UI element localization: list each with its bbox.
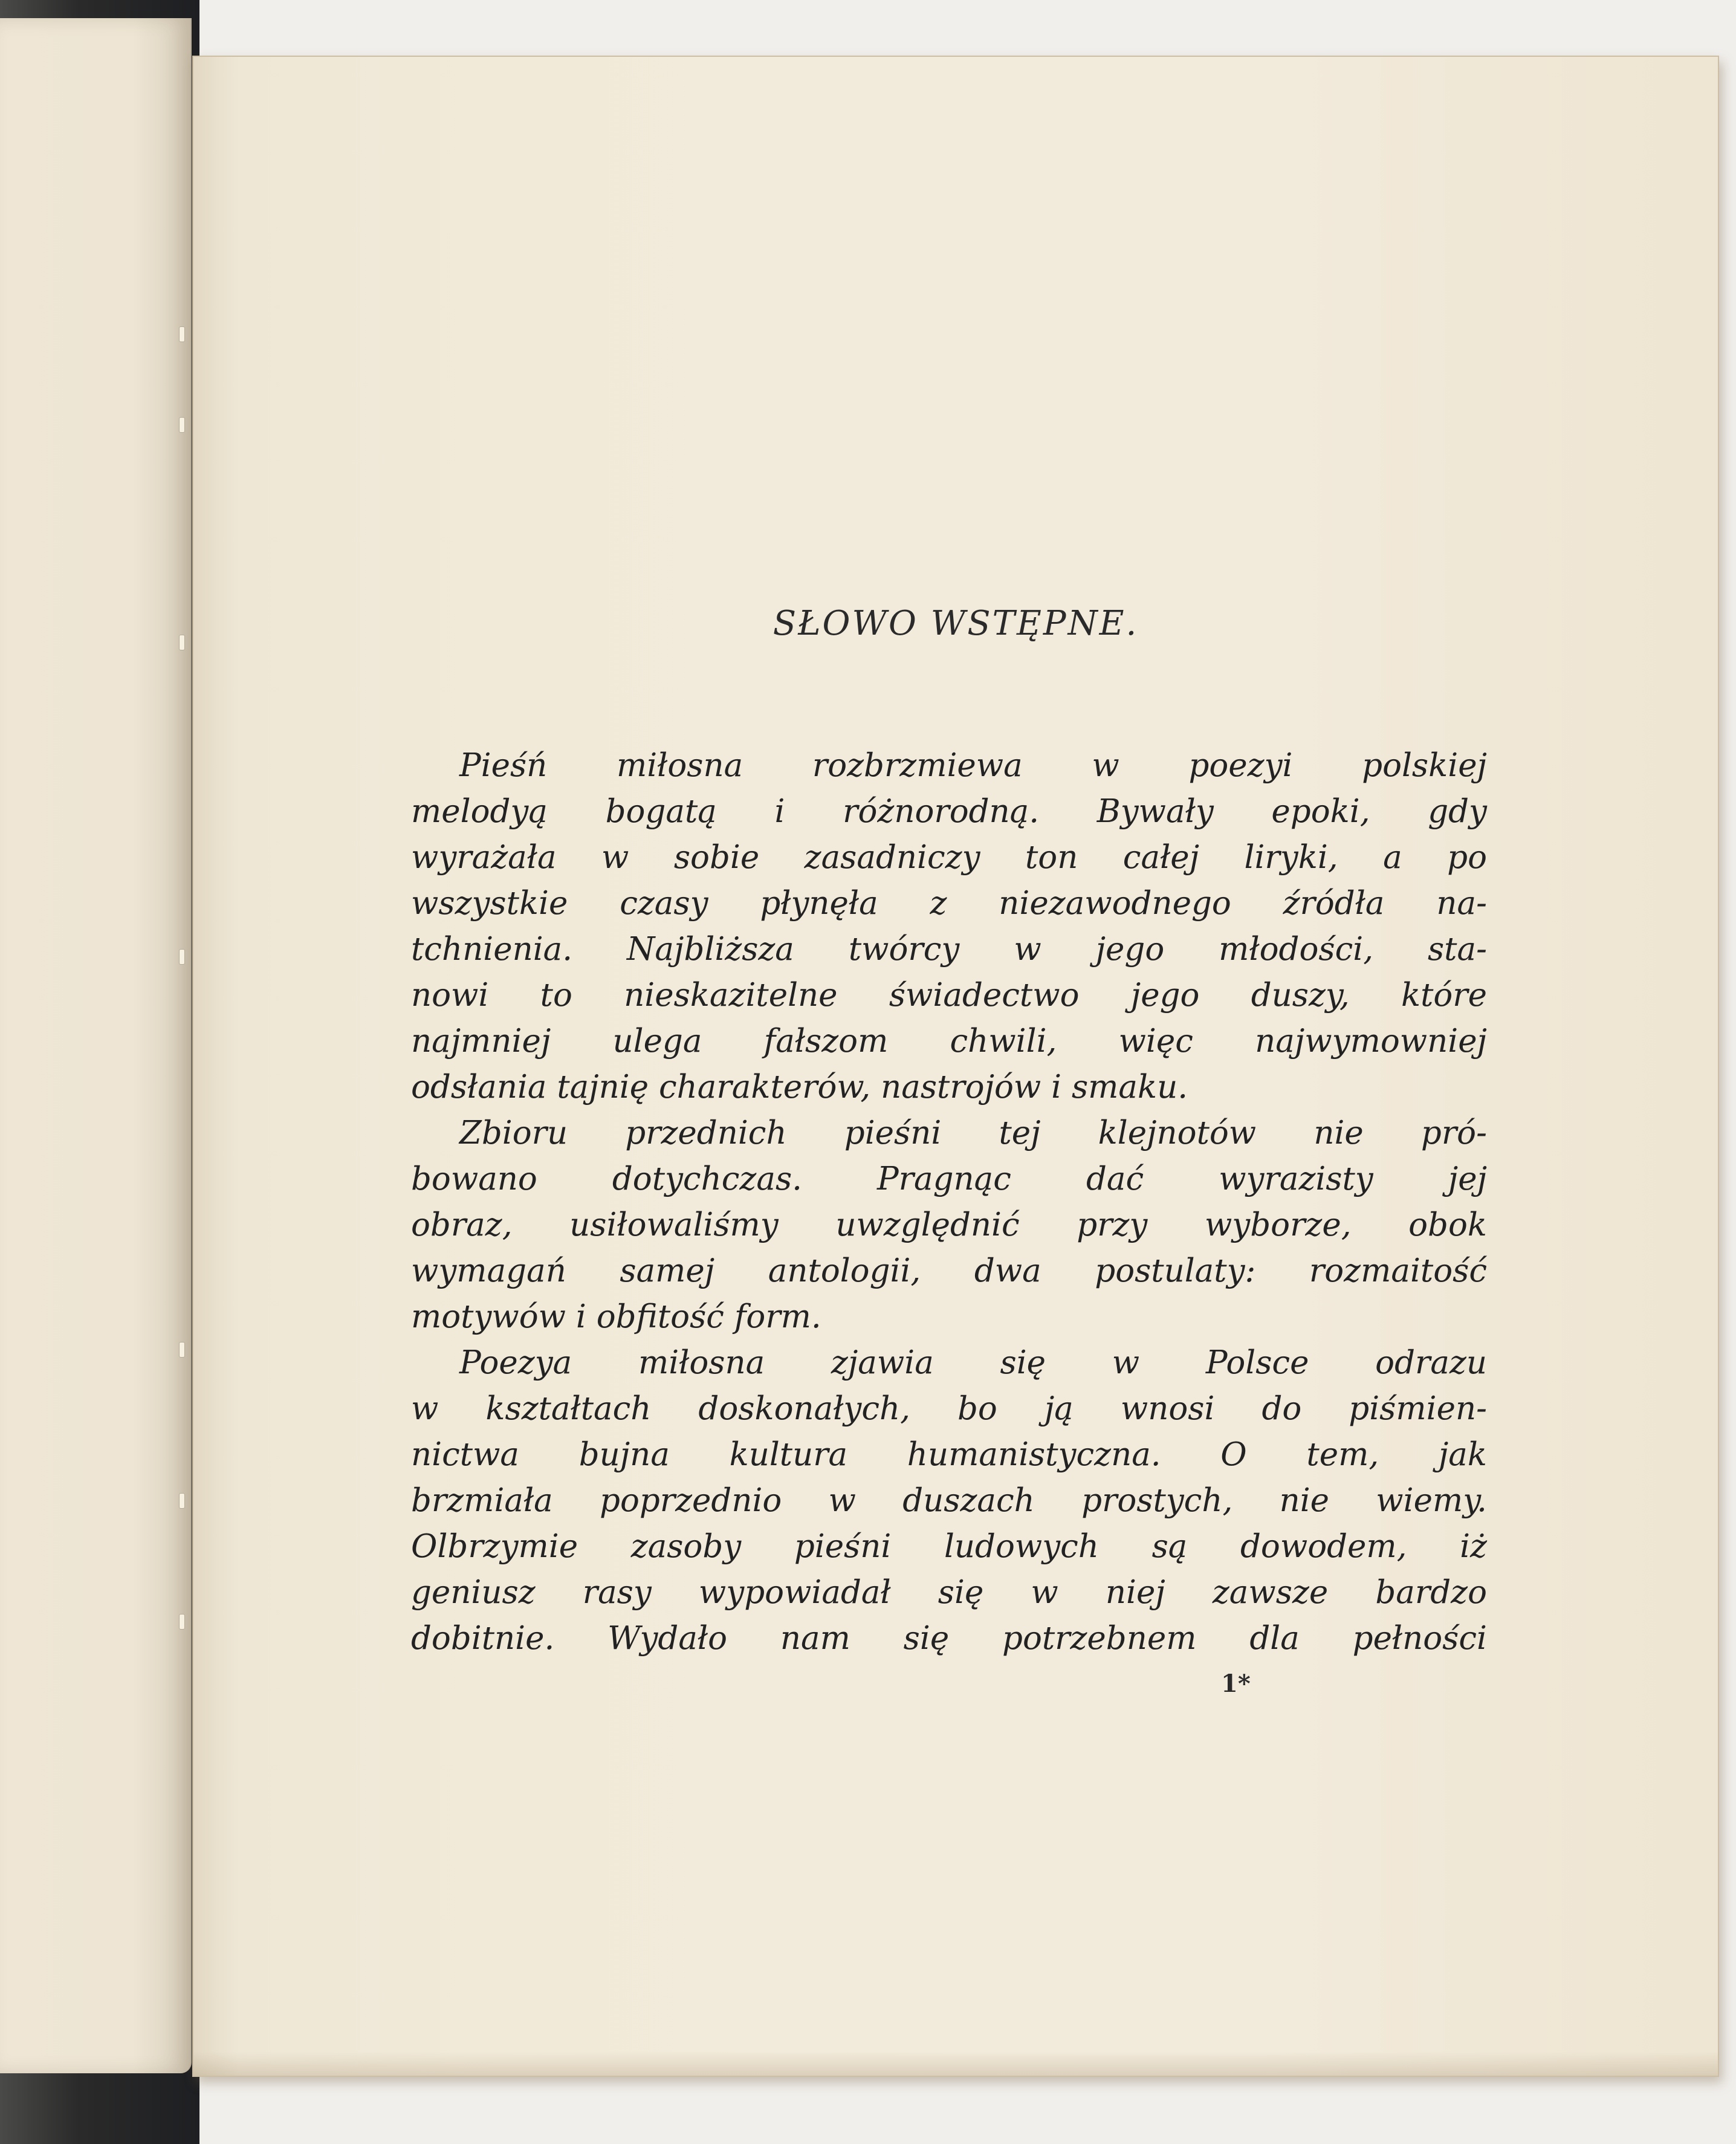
binding-stitch	[179, 635, 185, 650]
binding-stitch	[179, 1614, 185, 1630]
text-line: wszystkie czasy płynęła z niezawodnego źródła na-	[411, 885, 1487, 922]
page-edge-shadow	[193, 2052, 1718, 2076]
body-text	[411, 743, 1487, 1662]
text-line: brzmiała poprzednio w duszach prostych, nie wiemy.	[411, 1482, 1487, 1519]
text-line: nowi to nieskazitelne świadectwo jego duszy, które	[411, 977, 1487, 1014]
binding-stitch	[179, 326, 185, 342]
text-line: Pieśń miłosna rozbrzmiewa w poezyi polskiej	[459, 747, 1487, 784]
text-line: Olbrzymie zasoby pieśni ludowych są dowodem, iż	[411, 1528, 1487, 1565]
binding-stitch	[179, 949, 185, 965]
text-line: wymagań samej antologii, dwa postulaty: rozmaitość	[411, 1252, 1487, 1289]
text-line: tchnienia. Najbliższa twórcy w jego młodości, sta-	[411, 931, 1487, 968]
left-page	[0, 18, 192, 2073]
book-page	[192, 56, 1719, 2077]
chapter-heading: SŁOWO WSTĘPNE.	[772, 604, 1139, 643]
text-line: obraz, usiłowaliśmy uwzględnić przy wyborze, obok	[411, 1206, 1487, 1243]
text-line: bowano dotychczas. Pragnąc dać wyrazisty jej	[411, 1161, 1487, 1197]
text-line: Poezya miłosna zjawia się w Polsce odrazu	[459, 1344, 1487, 1381]
text-line: motywów i obfitość form.	[411, 1298, 821, 1335]
text-line: Zbioru przednich pieśni tej klejnotów nie pró-	[459, 1115, 1487, 1151]
text-line: melodyą bogatą i różnorodną. Bywały epoki, gdy	[411, 793, 1487, 830]
text-line: nictwa bujna kultura humanistyczna. O tem, jak	[411, 1436, 1487, 1473]
text-line: geniusz rasy wypowiadał się w niej zawsze bardzo	[411, 1574, 1487, 1611]
text-line: dobitnie. Wydało nam się potrzebnem dla pełności	[411, 1620, 1487, 1657]
text-line: najmniej ulega fałszom chwili, więc najwymowniej	[411, 1023, 1487, 1060]
text-line: wyrażała w sobie zasadniczy ton całej liryki, a po	[411, 839, 1487, 876]
text-line: w kształtach doskonałych, bo ją wnosi do piśmien-	[411, 1390, 1487, 1427]
binding-stitch	[179, 417, 185, 433]
binding-stitch	[179, 1342, 185, 1358]
page-number: 1*	[1221, 1670, 1251, 1698]
binding-stitch	[179, 1493, 185, 1509]
text-line: odsłania tajnię charakterów, nastrojów i smaku.	[411, 1069, 1188, 1106]
